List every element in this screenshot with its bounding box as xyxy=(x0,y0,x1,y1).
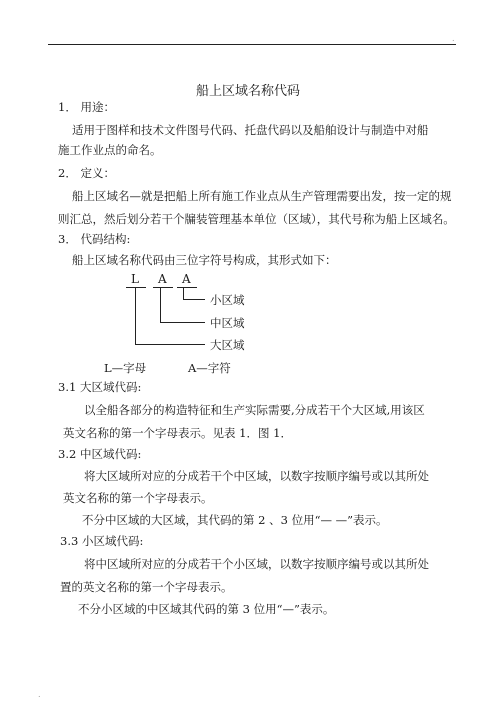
section-3-2-line-3: 不分中区域的大区域，其代码的第 2 、3 位用“— —”表示。 xyxy=(82,513,388,527)
section-3-1-heading: 3.1 大区域代码: xyxy=(58,380,142,394)
legend-character: A—字符 xyxy=(188,361,231,375)
legend-letter: L—字母 xyxy=(104,361,147,375)
connector-small-v xyxy=(183,288,184,299)
connector-large-h xyxy=(135,344,205,345)
underline-a2 xyxy=(177,287,197,288)
section-2-line-1: 船上区域名—就是把船上所有施工作业点从生产管理需要出发，按一定的规 xyxy=(72,189,452,203)
connector-small-h xyxy=(183,299,205,300)
section-3-heading: 3． 代码结构: xyxy=(58,232,131,246)
section-1-heading: 1． 用途： xyxy=(58,100,115,114)
diagram-letter-l: L xyxy=(131,272,139,286)
section-1-line-2: 施工作业点的命名。 xyxy=(58,143,162,157)
diagram-letter-a1: A xyxy=(158,272,167,286)
section-3-2-line-2: 英文名称的第一个字母表示。 xyxy=(63,491,213,505)
diagram-letter-a2: A xyxy=(182,272,191,286)
label-small-region: 小区域 xyxy=(210,293,245,307)
section-3-2-heading: 3.2 中区域代码: xyxy=(58,447,142,461)
section-3-3-line-2: 置的英文名称的第一个字母表示。 xyxy=(60,580,233,594)
section-3-3-line-1: 将中区域所对应的分成若干个小区域，以数字按顺序编号或以其所处 xyxy=(84,557,429,571)
section-2-line-2: 则汇总，然后划分若干个牖装管理基本单位（区域），其代号称为船上区域名。 xyxy=(58,212,455,226)
section-3-3-heading: 3.3 小区域代码: xyxy=(60,534,144,548)
label-mid-region: 中区域 xyxy=(210,316,245,330)
section-3-line-1: 船上区域名称代码由三位字符号构成，其形式如下： xyxy=(72,253,337,267)
connector-mid-v xyxy=(160,288,161,322)
header-dot: . xyxy=(452,34,455,43)
connector-large-v xyxy=(135,288,136,344)
footer-dot: . xyxy=(38,690,41,699)
header-rule xyxy=(48,44,456,45)
page-title: 船上区域名称代码 xyxy=(195,84,300,99)
underline-a1 xyxy=(153,287,173,288)
section-2-heading: 2． 定义： xyxy=(58,166,115,180)
section-3-1-line-1: 以全船各部分的构造特征和生产实际需要,分成若干个大区域,用该区 xyxy=(84,403,425,417)
code-structure-diagram xyxy=(100,270,300,380)
connector-mid-h xyxy=(160,322,205,323)
section-3-1-line-2: 英文名称的第一个字母表示。见表 1．图 1． xyxy=(63,426,292,440)
section-3-2-line-1: 将大区域所对应的分成若干个中区域，以数字按顺序编号或以其所处 xyxy=(84,469,429,483)
section-1-line-1: 适用于图样和技术文件图号代码、托盘代码以及船舶设计与制造中对船 xyxy=(72,123,429,137)
underline-l xyxy=(126,287,146,288)
section-3-3-line-3: 不分小区域的中区域其代码的第 3 位用“—”表示。 xyxy=(78,602,335,616)
label-large-region: 大区域 xyxy=(210,338,245,352)
